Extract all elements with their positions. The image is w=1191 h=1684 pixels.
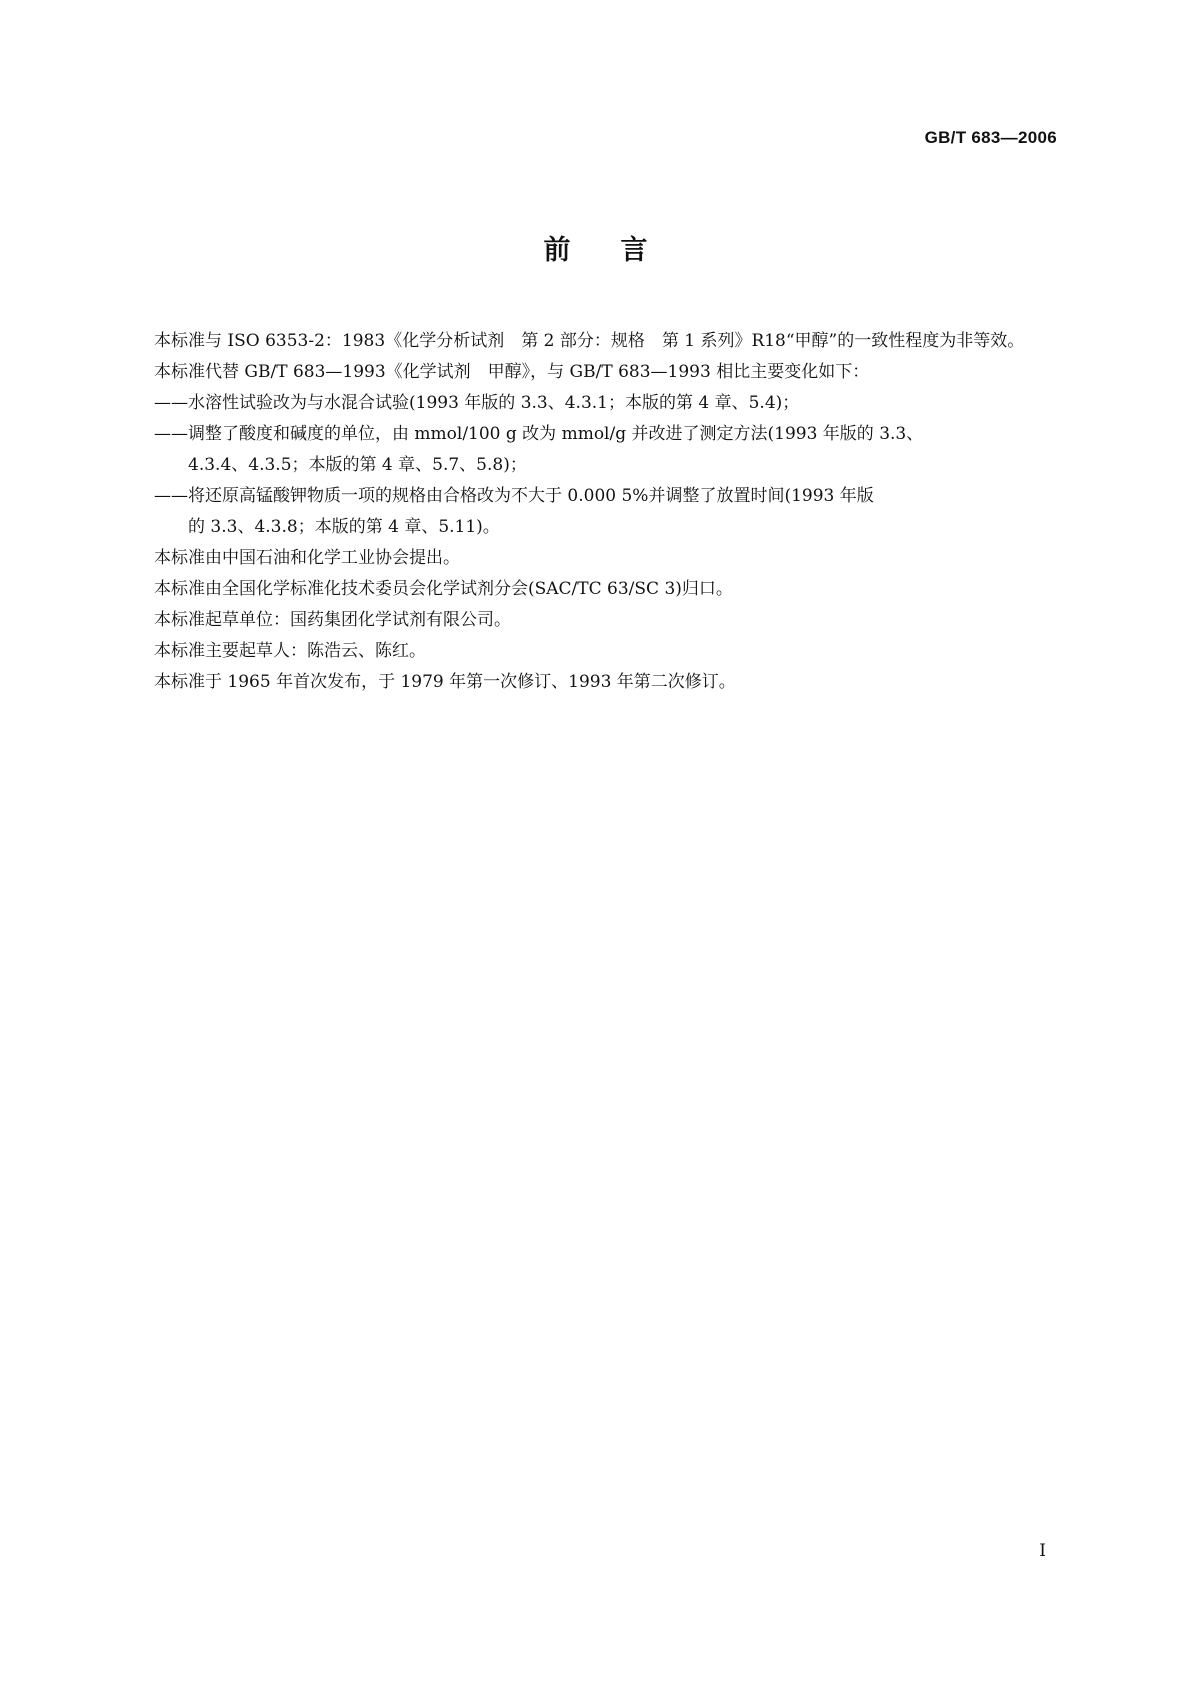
page-title: 前言 [543, 235, 698, 266]
change-text-line1: 水溶性试验改为与水混合试验(1993 年版的 3.3、4.3.1；本版的第 4 章、5.4)； [188, 393, 800, 413]
change-dash: —— [154, 393, 188, 413]
change-item-3 [120, 481, 1063, 543]
change-item-1 [120, 388, 1063, 419]
paragraph-committee: 本标准由全国化学标准化技术委员会化学试剂分会(SAC/TC 63/SC 3)归口。 [154, 579, 733, 599]
change-item-2 [120, 419, 1063, 481]
standard-code: GB/T 683—2006 [924, 128, 1057, 147]
change-dash: —— [154, 424, 188, 444]
paragraph-consistency: 本标准与 ISO 6353-2：1983《化学分析试剂 第 2 部分：规格 第 1 系列》R18“甲醇”的一致性程度为非等效。 [154, 331, 1025, 351]
change-text-line1: 将还原高锰酸钾物质一项的规格由合格改为不大于 0.000 5%并调整了放置时间(1993 年版 [188, 486, 874, 506]
change-text-line2: 的 3.3、4.3.8；本版的第 4 章、5.11)。 [188, 517, 500, 537]
paragraph-history: 本标准于 1965 年首次发布，于 1979 年第一次修订、1993 年第二次修订。 [154, 672, 736, 692]
change-text-line2: 4.3.4、4.3.5；本版的第 4 章、5.7、5.8)； [188, 455, 527, 475]
page-number: I [1039, 1541, 1046, 1561]
paragraph-replacement: 本标准代替 GB/T 683—1993《化学试剂 甲醇》，与 GB/T 683—1993 相比主要变化如下： [154, 362, 870, 382]
change-dash: —— [154, 486, 188, 506]
foreword-body [120, 326, 1063, 698]
paragraph-proposer: 本标准由中国石油和化学工业协会提出。 [154, 548, 460, 568]
paragraph-drafting-unit: 本标准起草单位：国药集团化学试剂有限公司。 [154, 610, 511, 630]
paragraph-drafters: 本标准主要起草人：陈浩云、陈红。 [154, 641, 426, 661]
change-text-line1: 调整了酸度和碱度的单位，由 mmol/100 g 改为 mmol/g 并改进了测定方法(1993 年版的 3.3、 [188, 424, 924, 444]
